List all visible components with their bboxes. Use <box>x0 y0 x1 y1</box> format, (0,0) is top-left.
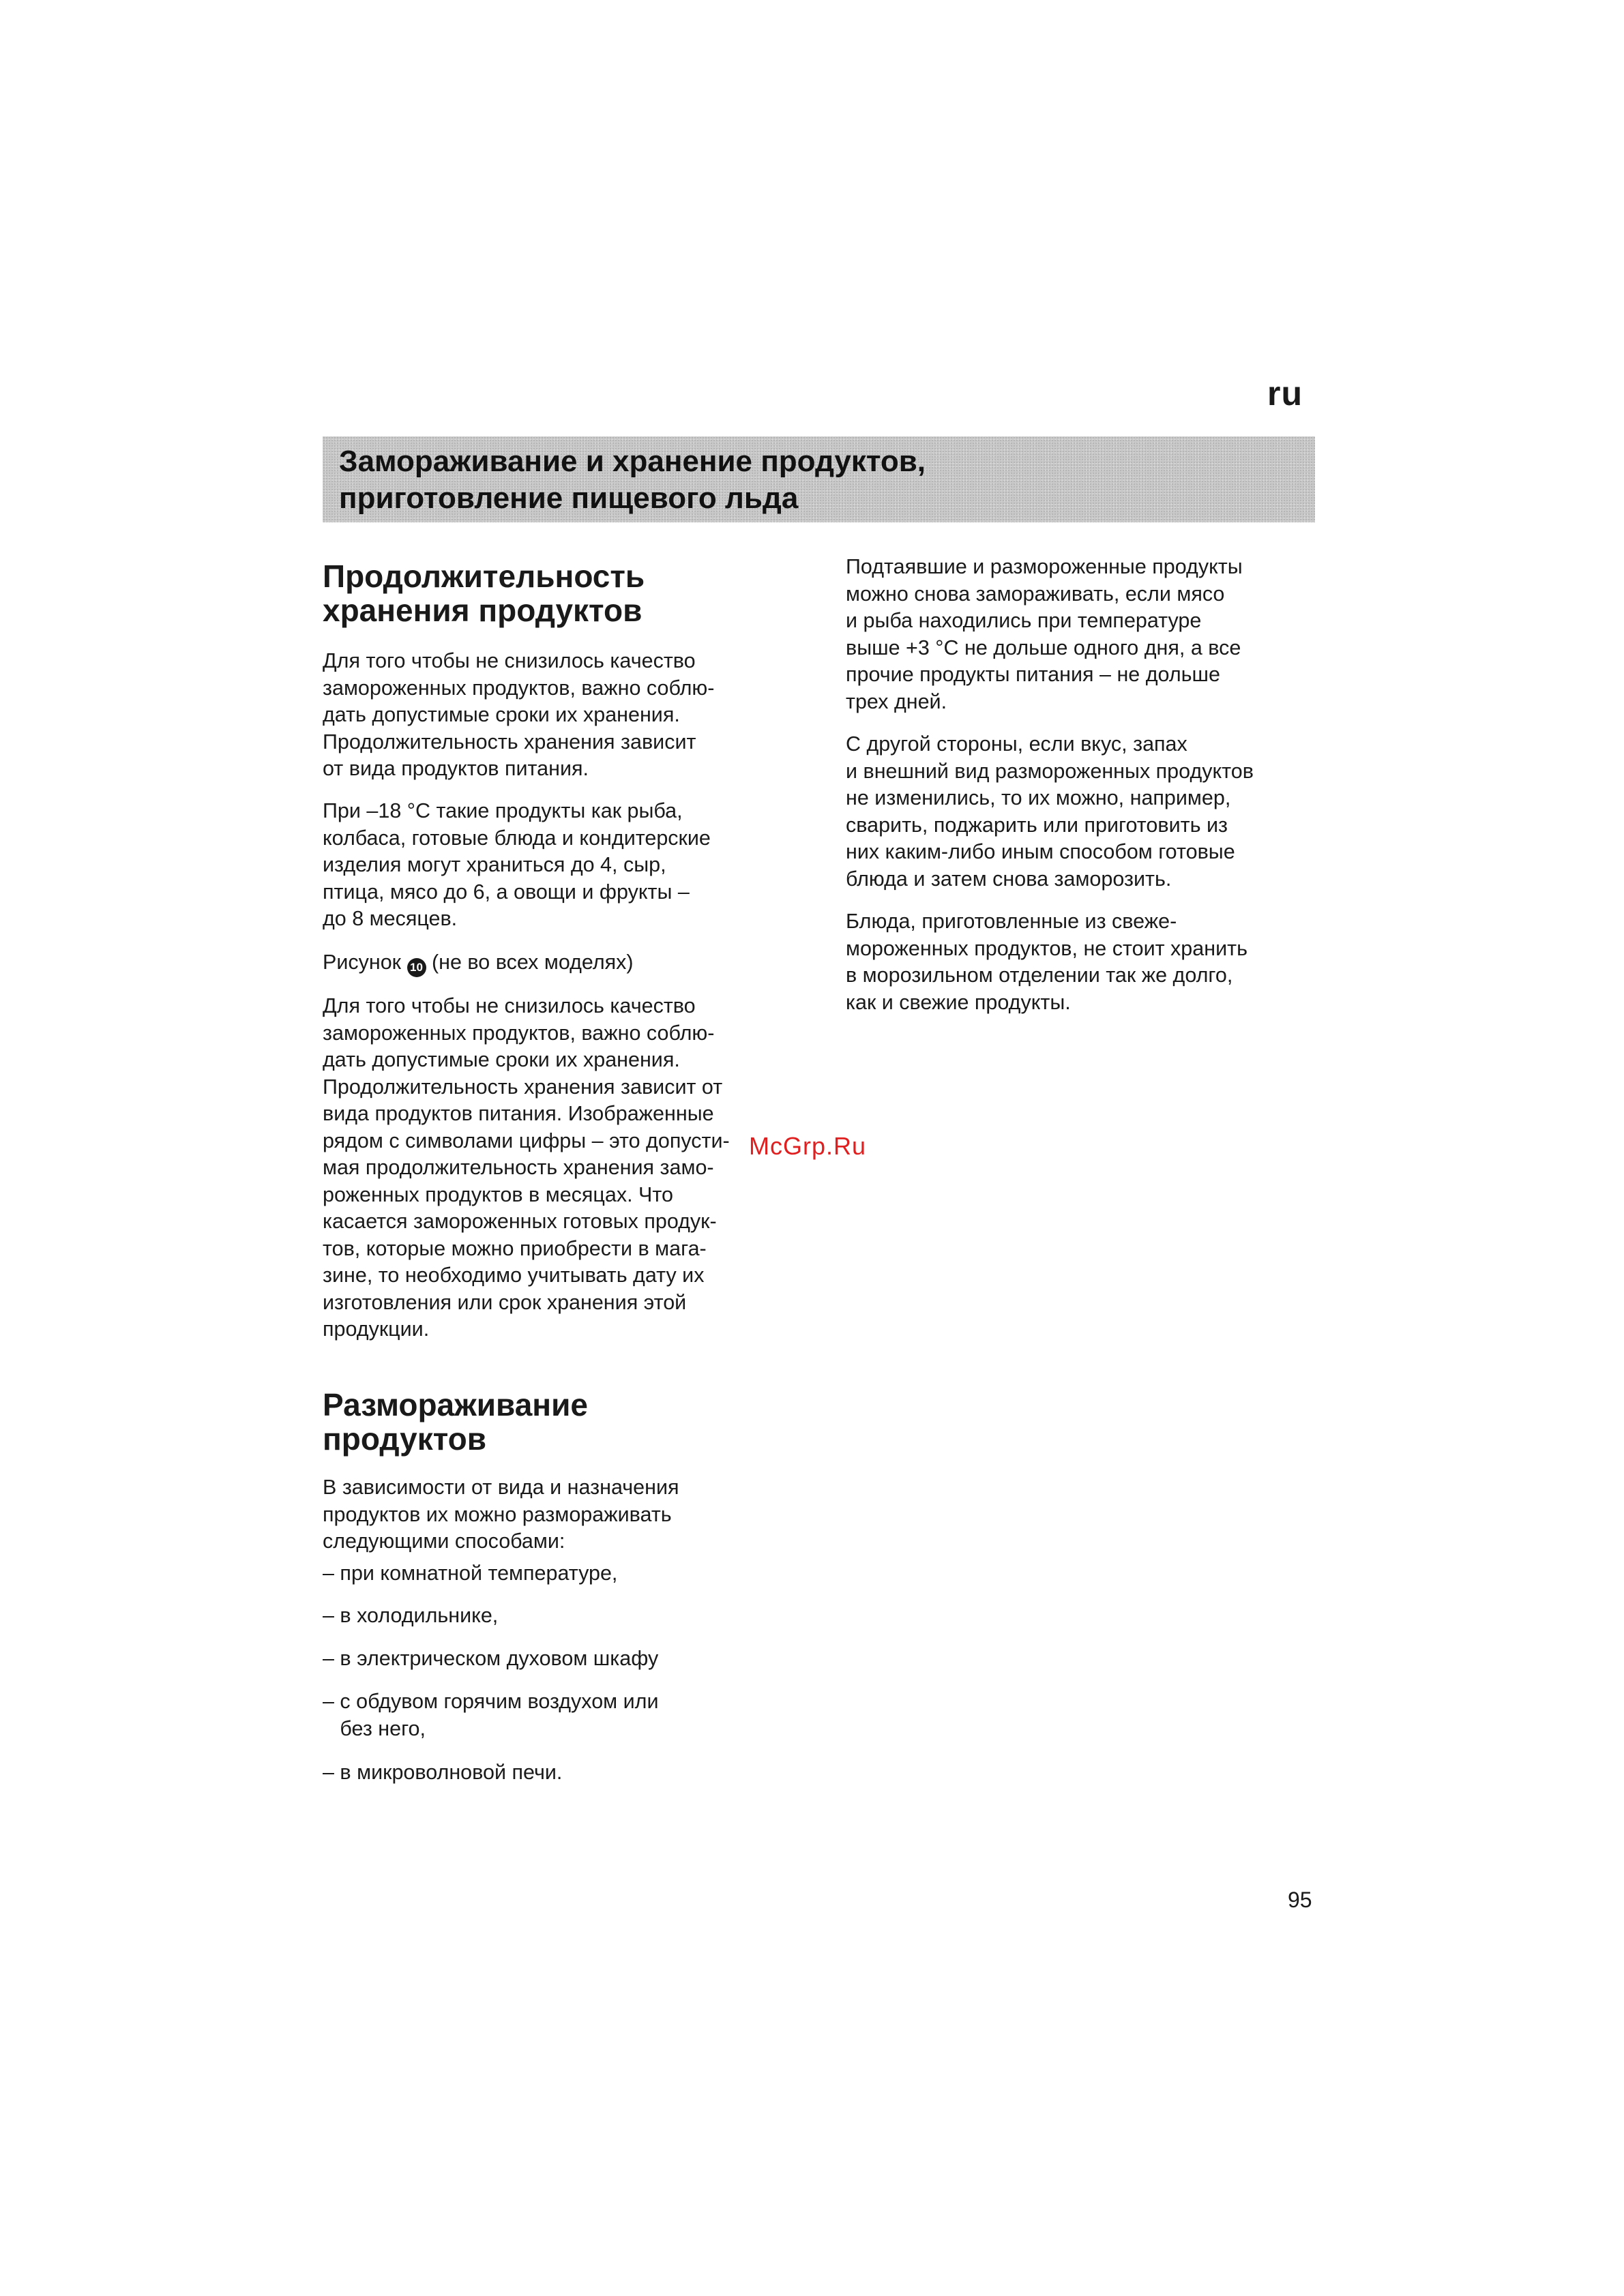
section-heading-storage-line-2: хранения продуктов <box>323 593 643 628</box>
list-item: – при комнатной температуре, <box>323 1562 618 1585</box>
figure-reference <box>323 949 634 977</box>
figure-suffix: (не во всех моделях) <box>432 951 634 974</box>
figure-number-badge: 10 <box>407 958 426 977</box>
paragraph-refreeze: Подтаявшие и размороженные продукты можно снова замораживать, если мясо и рыба находились при температуре выше +3 °C не дольше одного дня, а все прочие продукты питания – не дольше трех дней. <box>846 555 1243 713</box>
page-title-line-2: приготовление пищевого льда <box>339 481 799 515</box>
section-heading-defrost-line-1: Размораживание <box>323 1387 588 1422</box>
language-label: ru <box>1267 374 1303 413</box>
page-title-line-1: Замораживание и хранение продуктов, <box>339 445 926 478</box>
paragraph-dishes: Блюда, приготовленные из свеже- мороженных продуктов, не стоит хранить в морозильном отделении так же долго, как и свежие продукты. <box>846 910 1247 1014</box>
paragraph-defrost-intro: В зависимости от вида и назначения продуктов их можно размораживать следующими способами: <box>323 1476 679 1553</box>
watermark: McGrp.Ru <box>749 1132 867 1160</box>
paragraph-cooking: С другой стороны, если вкус, запах и внешний вид размороженных продуктов не изменились, то их можно, например, сварить, поджарить или приготовить из них каким-либо иным способом готовые блюда и затем снова заморозить. <box>846 732 1254 891</box>
list-item: – в электрическом духовом шкафу <box>323 1647 659 1670</box>
paragraph-storage-times: При –18 °C такие продукты как рыба, колбаса, готовые блюда и кондитерские изделия могут храниться до 4, сыр, птица, мясо до 6, а овощи и фрукты – до 8 месяцев. <box>323 799 711 930</box>
section-heading-storage-line-1: Продолжительность <box>323 558 645 594</box>
page-number: 95 <box>1288 1888 1312 1912</box>
section-heading-defrost-line-2: продуктов <box>323 1421 487 1457</box>
list-item: – в холодильнике, <box>323 1604 499 1627</box>
list-item: – в микроволновой печи. <box>323 1761 563 1784</box>
list-item: – с обдувом горячим воздухом или без него, <box>323 1690 659 1740</box>
paragraph-storage-symbols: Для того чтобы не снизилось качество замороженных продуктов, важно соблю- дать допустимые сроки их хранения. Продолжительность хранения зависит от вида продуктов питания. Изображенные рядом с символами цифры – это допусти- мая продолжительность хранения замо- роженных продуктов в месяцах. Что касается замороженных готовых продук- тов, которые можно приобрести в мага- зине, то необходимо учитывать дату их изготовления или срок хранения этой продукции. <box>323 994 730 1341</box>
figure-prefix: Рисунок <box>323 951 402 974</box>
paragraph-storage-intro: Для того чтобы не снизилось качество замороженных продуктов, важно соблю- дать допустимые сроки их хранения. Продолжительность хранения зависит от вида продуктов питания. <box>323 649 715 780</box>
